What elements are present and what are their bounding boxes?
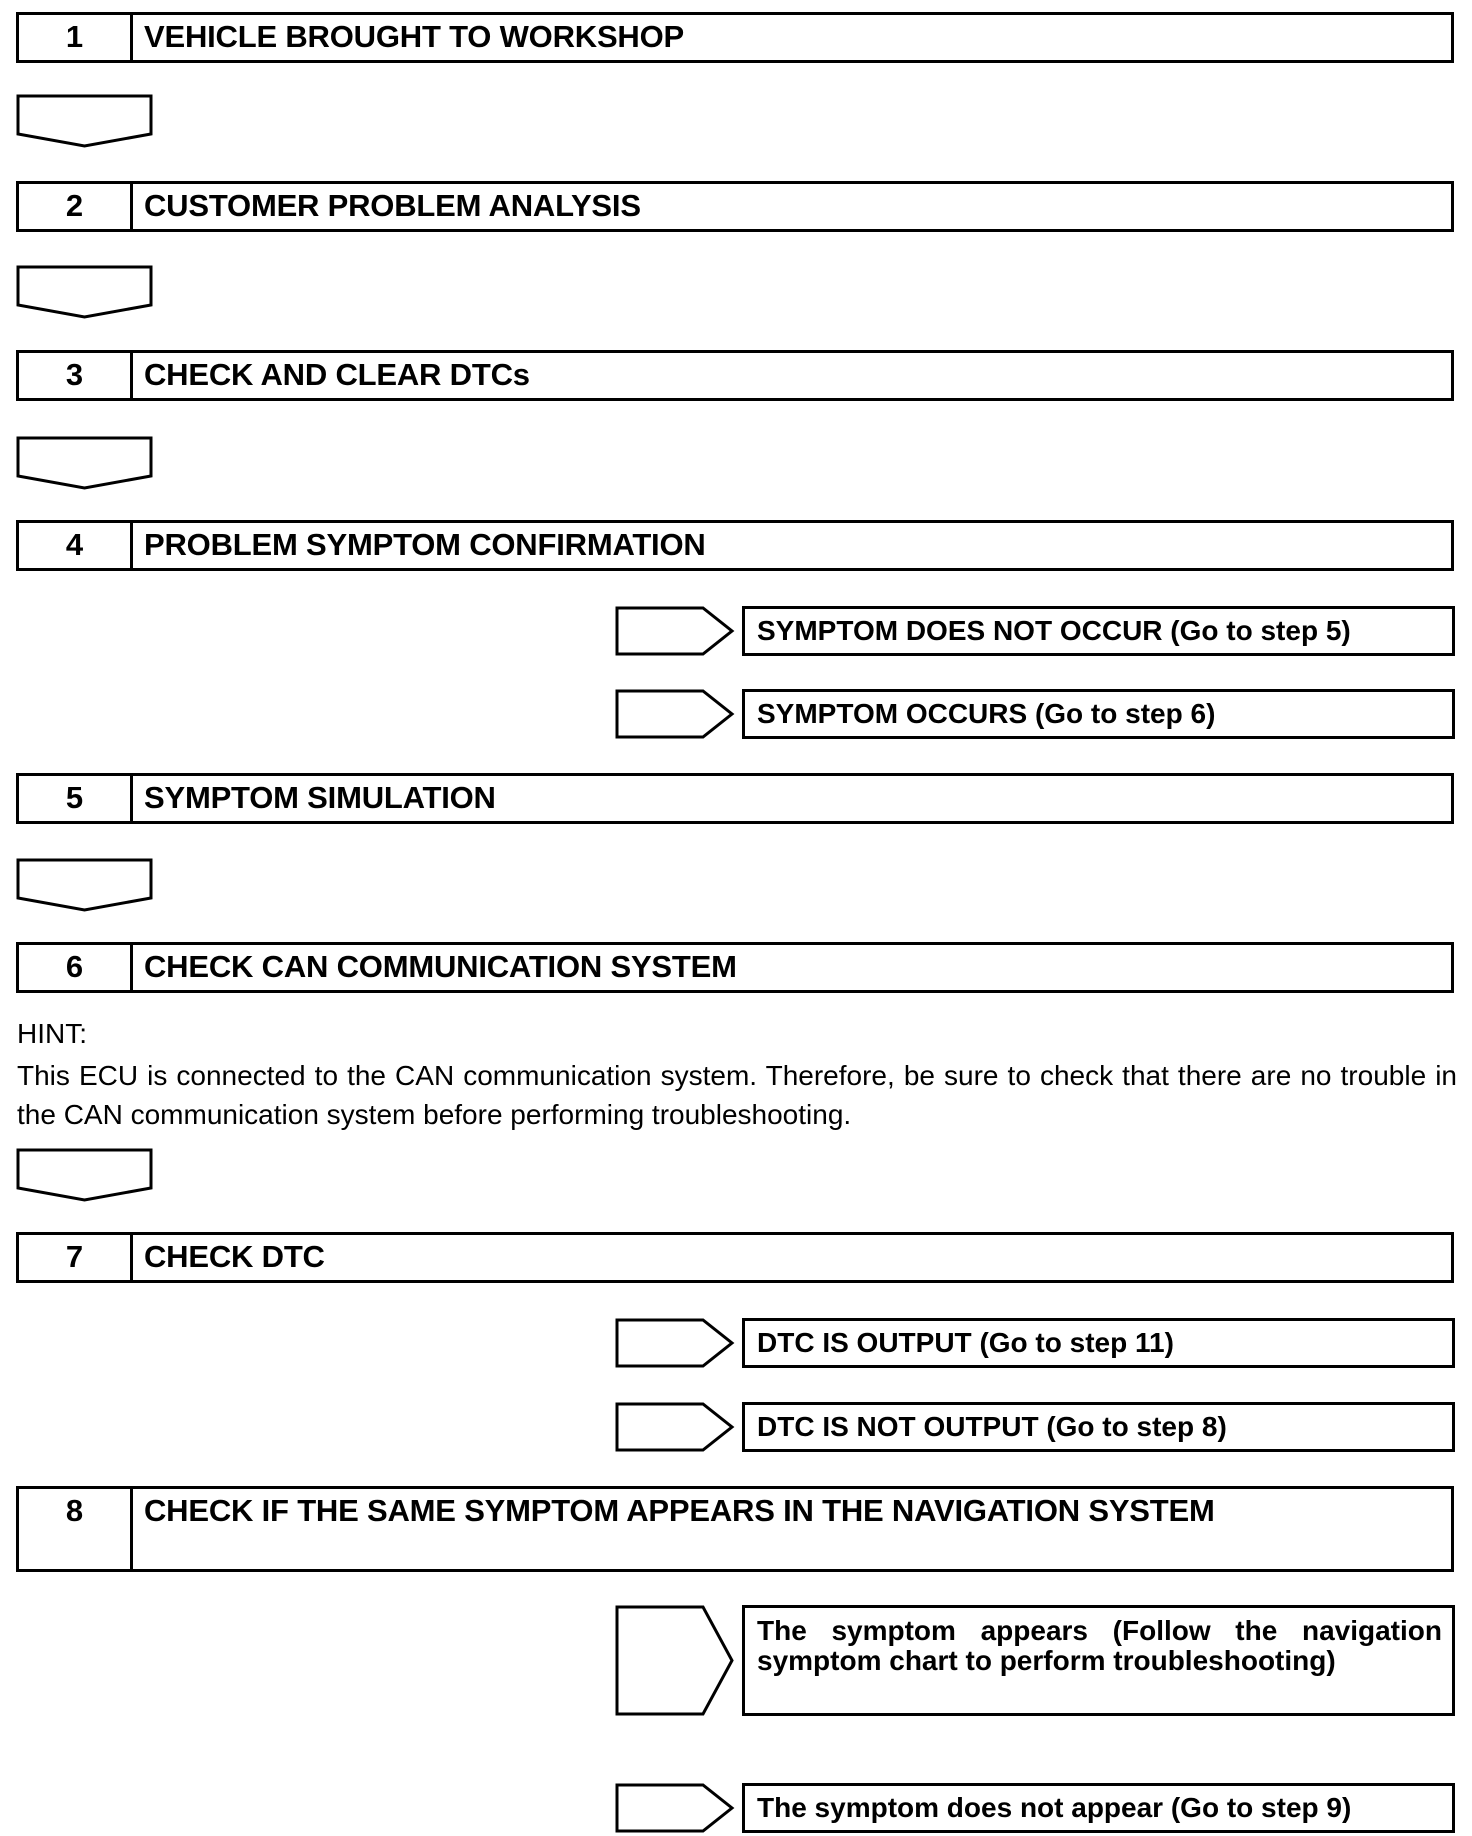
right-arrow-icon bbox=[615, 689, 735, 739]
right-arrow-icon bbox=[615, 1605, 735, 1716]
step-title: VEHICLE BROUGHT TO WORKSHOP bbox=[144, 19, 684, 54]
step-3-box bbox=[16, 350, 1454, 401]
step-number: 5 bbox=[19, 776, 133, 821]
step-title: CHECK DTC bbox=[144, 1239, 325, 1274]
step-7-branch-not-output: DTC IS NOT OUTPUT (Go to step 8) bbox=[742, 1402, 1455, 1452]
down-arrow-icon bbox=[16, 1148, 153, 1202]
step-number: 7 bbox=[19, 1235, 133, 1280]
step-number: 8 bbox=[19, 1489, 133, 1569]
step-number: 1 bbox=[19, 15, 133, 60]
step-title: SYMPTOM SIMULATION bbox=[144, 780, 496, 815]
step-5-box bbox=[16, 773, 1454, 824]
step-4-branch-occurs: SYMPTOM OCCURS (Go to step 6) bbox=[742, 689, 1455, 739]
step-8-branch-not-appear: The symptom does not appear (Go to step 9) bbox=[742, 1783, 1455, 1833]
right-arrow-icon bbox=[615, 1402, 735, 1452]
down-arrow-icon bbox=[16, 436, 153, 490]
right-arrow-icon bbox=[615, 1783, 735, 1833]
hint-text: This ECU is connected to the CAN communication system. Therefore, be sure to check that there are no trouble in the CAN communication system before performing troubleshooting. bbox=[17, 1060, 1457, 1130]
right-arrow-icon bbox=[615, 606, 735, 656]
down-arrow-icon bbox=[16, 265, 153, 319]
step-title: CHECK IF THE SAME SYMPTOM APPEARS IN THE NAVIGATION SYSTEM bbox=[144, 1493, 1215, 1528]
step-number: 3 bbox=[19, 353, 133, 398]
step-8-branch-appears: The symptom appears (Follow the navigation symptom chart to perform troubleshooting) bbox=[742, 1605, 1455, 1716]
step-8-box bbox=[16, 1486, 1454, 1572]
step-6-box bbox=[16, 942, 1454, 993]
step-number: 6 bbox=[19, 945, 133, 990]
step-title: PROBLEM SYMPTOM CONFIRMATION bbox=[144, 527, 706, 562]
step-4-box bbox=[16, 520, 1454, 571]
step-title: CHECK AND CLEAR DTCs bbox=[144, 357, 530, 392]
step-1-box bbox=[16, 12, 1454, 63]
step-2-box bbox=[16, 181, 1454, 232]
right-arrow-icon bbox=[615, 1318, 735, 1368]
step-title: CHECK CAN COMMUNICATION SYSTEM bbox=[144, 949, 737, 984]
down-arrow-icon bbox=[16, 94, 153, 148]
step-4-branch-not-occur: SYMPTOM DOES NOT OCCUR (Go to step 5) bbox=[742, 606, 1455, 656]
step-title: CUSTOMER PROBLEM ANALYSIS bbox=[144, 188, 641, 223]
step-number: 4 bbox=[19, 523, 133, 568]
step-7-branch-output: DTC IS OUTPUT (Go to step 11) bbox=[742, 1318, 1455, 1368]
step-number: 2 bbox=[19, 184, 133, 229]
step-7-box bbox=[16, 1232, 1454, 1283]
down-arrow-icon bbox=[16, 858, 153, 912]
hint-label: HINT: bbox=[17, 1018, 87, 1049]
